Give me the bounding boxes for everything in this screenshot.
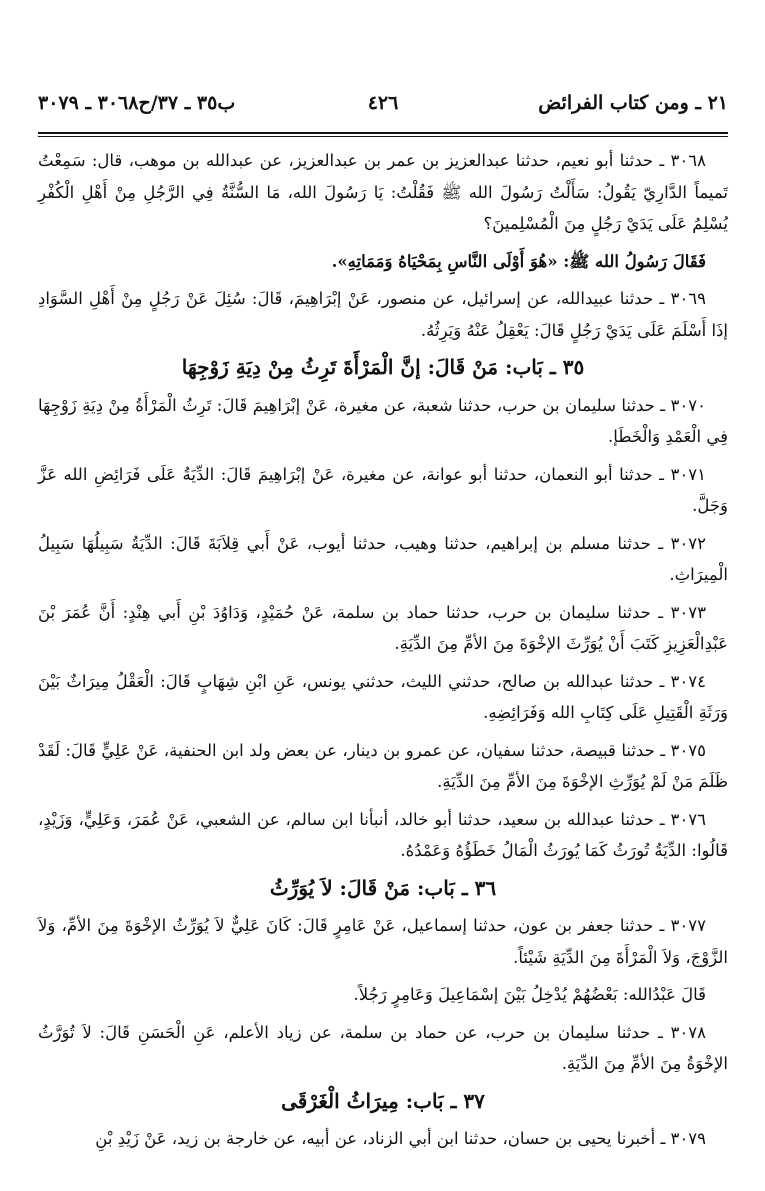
hadith-3070: ٣٠٧٠ ـ حدثنا سليمان بن حرب، حدثنا شعبة، عن مغيرة، عَنْ إبْرَاهِيمَ قَالَ: تَرِثُ الْمَرْأَةُ مِنْ دِيَةِ زَوْجِهَا فِي الْعَمْدِ وَالْخَطَإ. (38, 395, 728, 446)
chapter-heading-35: ٣٥ ـ بَاب: مَنْ قَالَ: إنَّ الْمَرْأَةَ تَرِثُ مِنْ دِيَةِ زَوْجِهَا (181, 355, 585, 379)
hadith-3071: ٣٠٧١ ـ حدثنا أبو النعمان، حدثنا أبو عوانة، عن مغيرة، عَنْ إبْرَاهِيمَ قَالَ: الدِّيَةُ عَلَى فَرَائِضِ الله عَزَّ وَجَلَّ. (38, 464, 728, 515)
page-body (38, 145, 728, 1161)
section-range: ب٣٥ ـ ٣٧/ح٣٠٦٨ ـ ٣٠٧٩ (38, 92, 236, 114)
header-rule (38, 132, 728, 137)
chapter-heading-36: ٣٦ ـ بَاب: مَنْ قَالَ: لاَ يُوَرِّثُ (269, 875, 497, 900)
hadith-3078: ٣٠٧٨ ـ حدثنا سليمان بن حرب، عن حماد بن سلمة، عن زياد الأعلم، عَنِ الْحَسَنِ قَالَ: لاَ تُوَرَّثُ الإخْوَةُ مِنَ الأمِّ مِنَ الدِّيَةِ. (38, 1022, 728, 1073)
hadith-3068-matn: فَقَالَ رَسُولُ الله ﷺ: «هُوَ أَوْلَى النَّاسِ بِمَحْيَاهُ وَمَمَاتِهِ». (331, 251, 706, 271)
hadith-3073: ٣٠٧٣ ـ حدثنا سليمان بن حرب، حدثنا حماد بن سلمة، عَنْ حُمَيْدٍ، وَدَاوُدَ بْنِ أَبي هِنْدٍ: أَنَّ عُمَرَ بْنَ عَبْدِالْعَزِيزِ كَتَبَ أَنْ يُوَرِّثَ الإخْوَةَ مِنَ الأمِّ مِنَ الدِّيَةِ. (38, 602, 728, 653)
hadith-3076: ٣٠٧٦ ـ حدثنا عبدالله بن سعيد، حدثنا أبو خالد، أنبأنا ابن سالم، عن الشعبي، عَنْ عُمَرَ، وَعَلِيٍّ، وَزَيْدٍ، قَالُوا: الدِّيَةُ تُورَثُ كَمَا يُورَثُ الْمَالُ خَطَؤُهُ وَعَمْدُهُ. (38, 809, 728, 860)
page-header (38, 78, 728, 118)
page-number: ٤٢٦ (367, 92, 399, 114)
chapter-heading-37: ٣٧ ـ بَاب: مِيرَاثُ الْغَرْقَى (281, 1088, 485, 1113)
hadith-3074: ٣٠٧٤ ـ حدثنا عبدالله بن صالح، حدثني الليث، حدثني يونس، عَنِ ابْنِ شِهَابٍ قَالَ: الْعَقْلُ مِيرَاثٌ بَيْنَ وَرَثَةِ الْقَتِيلِ عَلَى كِتَابِ الله وَفَرَائِضِهِ. (38, 671, 728, 722)
hadith-3077: ٣٠٧٧ ـ حدثنا جعفر بن عون، حدثنا إسماعيل، عَنْ عَامِرٍ قَالَ: كَانَ عَلِيٌّ لاَ يُوَرِّثُ الإخْوَةَ مِنَ الأمِّ، وَلاَ الزَّوْجَ، وَلاَ الْمَرْأَةَ مِنَ الدِّيَةِ شَيْئاً. (38, 916, 728, 967)
hadith-3077-note: قَالَ عَبْدُالله: بَعْضُهُمْ يُدْخِلُ بَيْنَ إسْمَاعِيلَ وَعَامِرٍ رَجُلاً. (353, 985, 706, 1004)
running-title: ٢١ ـ ومن كتاب الفرائض (538, 92, 728, 114)
hadith-3079: ٣٠٧٩ ـ أخبرنا يحيى بن حسان، حدثنا ابن أبي الزناد، عن أبيه، عن خارجة بن زيد، عَنْ زَيْدِ بْنِ (95, 1129, 706, 1148)
hadith-3072: ٣٠٧٢ ـ حدثنا مسلم بن إبراهيم، حدثنا وهيب، حدثنا أيوب، عَنْ أَبي قِلاَبَةَ قَالَ: الدِّيَةُ سَبِيلُهَا سَبِيلُ الْمِيرَاثِ. (38, 533, 728, 584)
hadith-3069: ٣٠٦٩ ـ حدثنا عبيدالله، عن إسرائيل، عن منصور، عَنْ إبْرَاهِيمَ، قَالَ: سُئِلَ عَنْ رَجُلٍ مِنْ أَهْلِ السَّوَادِ إذَا أَسْلَمَ عَلَى يَدَيْ رَجُلٍ قَالَ: يَعْقِلُ عَنْهُ وَيَرِثُهُ. (38, 289, 728, 340)
hadith-3068: ٣٠٦٨ ـ حدثنا أبو نعيم، حدثنا عبدالعزيز بن عمر بن عبدالعزيز، عن عبدالله بن موهب، قال: سَمِعْتُ تَميماً الدَّارِيّ يَقُولُ: سَأَلْتُ رَسُولَ الله ﷺ فَقُلْتُ: يَا رَسُولَ الله، مَا السُّنَّةُ فِي الرَّجُلِ مِنْ أَهْلِ الْكُفْرِ يُسْلِمُ عَلَى يَدَيْ رَجُلٍ مِنَ الْمُسْلِمينَ؟ (38, 151, 728, 233)
hadith-3075: ٣٠٧٥ ـ حدثنا قبيصة، حدثنا سفيان، عن عمرو بن دينار، عن بعض ولد ابن الحنفية، عَنْ عَلِيٍّ قَالَ: لَقَدْ ظَلَمَ مَنْ لَمْ يُوَرِّثِ الإخْوَةَ مِنَ الأمِّ مِنَ الدِّيَةِ. (38, 740, 728, 791)
